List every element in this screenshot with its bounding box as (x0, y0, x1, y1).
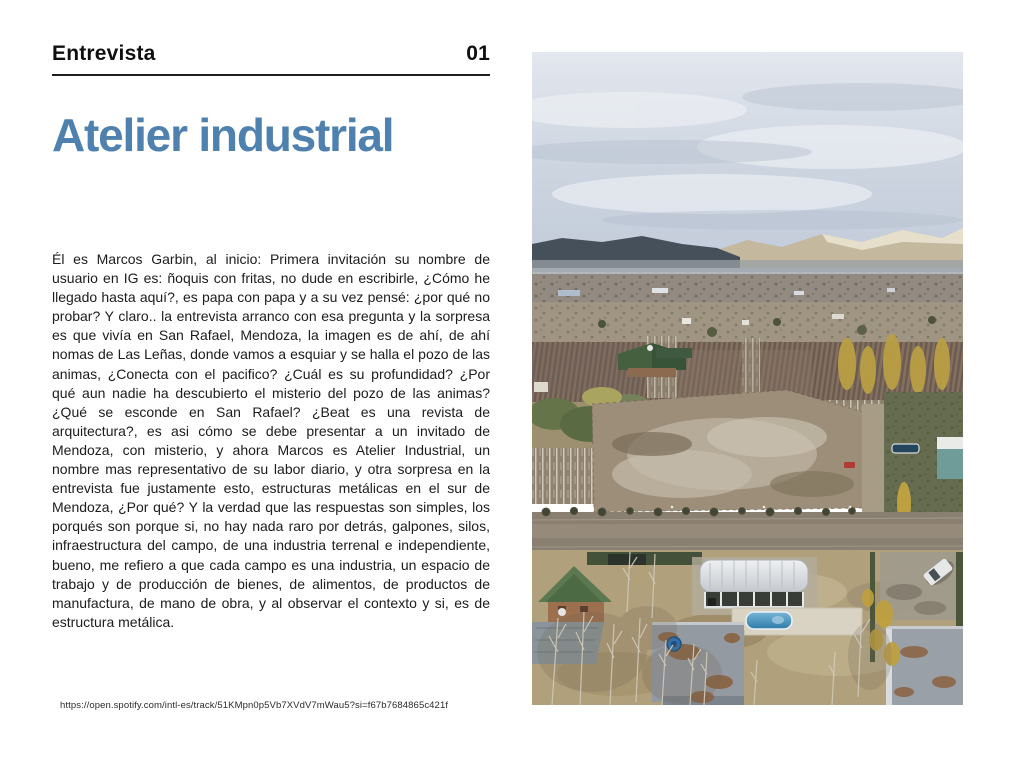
section-label: Entrevista (52, 42, 156, 65)
article-body: Él es Marcos Garbin, al inicio: Primera invitación su nombre de usuario en IG es: ñoquis con fritas, no dude en escribirle, ¿Cómo he llegado hasta aquí?, es papa con papa y a su vez pensé: ¿por qué no probar? Y claro.. la entrevista arranco con esa pregunta y la sorpresa es que vivía en San Rafael, Mendoza, la imagen es de ahí, de ahí nomas de Las Leñas, donde vamos a esquiar y se halla el pozo de las animas, ¿Conecta con el pacifico? ¿Cuál es su profundidad? ¿Por qué aun nadie ha descubierto el misterio del pozo de las animas? ¿Qué se esconde en San Rafael? ¿Beat es una revista de arquitectura?, es asi cómo se debe presentar a un invitado de Mendoza, con misterio, y ahora Marcos es Atelier Industrial, un nombre mas representativo de su labor diario, y otra sorpresa en la entrevista fue justamente esto, estructuras metálicas en el sur de Mendoza, ¿Por qué? Y la verdad que las respuestas son simples, los porqués son porque si, no hay nada raro por detrás, galpones, silos, infraestructura del campo, de una industria terrenal e independiente, bueno, me refiero a que cada campo es una industria, un espacio de trabajo y de producción de bienes, de alimentos, de productos de manufactura, de mano de obra, y al observar el contexto y si, es de estructura metálica. (52, 251, 490, 630)
gate (608, 554, 646, 565)
red-car (844, 462, 855, 468)
flat-roof-house-right (886, 626, 963, 705)
page-number: 01 (466, 42, 490, 65)
swimming-pool (746, 612, 792, 629)
dirt-driveway (862, 404, 884, 516)
teal-house (937, 437, 963, 479)
article-title: Atelier industrial (52, 109, 394, 161)
street-lamp (671, 506, 674, 509)
tree-lined-road (532, 506, 963, 552)
empty-lot (592, 390, 870, 512)
water-tank (558, 608, 566, 616)
section-header (52, 42, 490, 76)
mid-fields (532, 302, 963, 344)
white-shed (692, 557, 817, 615)
distant-building (558, 290, 580, 296)
lap-pool (892, 444, 919, 453)
spotify-track-link[interactable]: https://open.spotify.com/intl-es/track/51KMpn0p5Vb7XVdV7mWau5?si=f67b7684865c421f (60, 700, 449, 711)
article-column (52, 42, 490, 632)
farm-plain (532, 274, 963, 304)
aerial-photo (532, 52, 963, 705)
pool-area (732, 608, 862, 635)
farm-house (534, 382, 548, 392)
mountain-haze (532, 260, 963, 276)
